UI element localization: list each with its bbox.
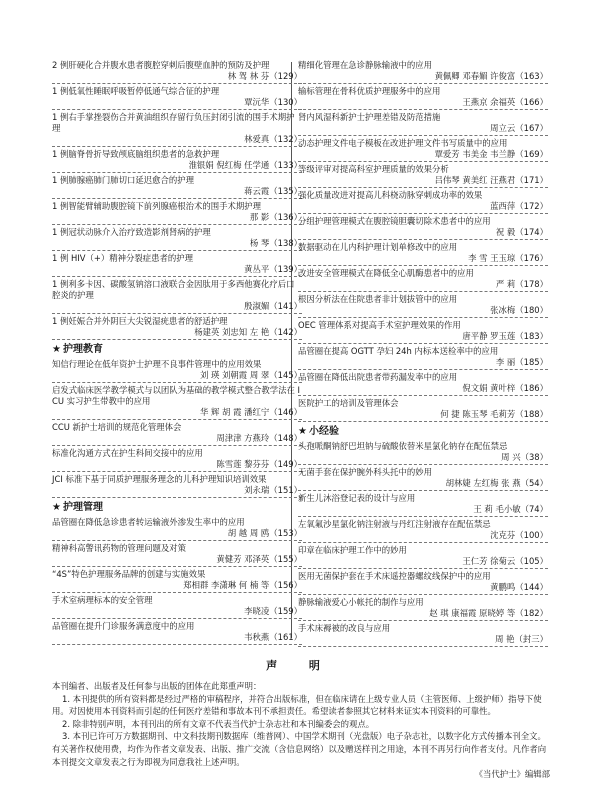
article-authors-page: 李晓凌（159）	[244, 606, 302, 616]
article-title: 精细化管理在急诊静脉输液中的应用	[298, 60, 432, 70]
toc-entry[interactable]	[298, 60, 548, 84]
toc-entry[interactable]	[52, 112, 302, 147]
article-authors-page: 蓝西萍（172）	[490, 201, 548, 211]
toc-entry[interactable]	[52, 474, 302, 498]
article-authors-page: 华 辉 胡 霞 潘红宁（146）	[199, 407, 302, 417]
toc-entry[interactable]	[52, 227, 302, 251]
article-title: 医用无菌保护套在手术床遥控器螺纹线保护中的应用	[298, 571, 491, 581]
toc-entry[interactable]	[298, 493, 548, 517]
article-authors-page: 覃爱芳 韦美金 韦兰静（169）	[434, 149, 548, 159]
article-authors-page: 淮银娟 倪红梅 任学通（133）	[188, 160, 302, 170]
toc-entry[interactable]	[298, 242, 548, 266]
article-authors-page: 周津津 方燕玲（148）	[216, 433, 302, 443]
article-authors-page: 刘 瑛 刘朝霞 周 翠（145）	[199, 370, 302, 380]
article-title: 精神科高警讯药物的管理问题及对策	[52, 543, 186, 553]
toc-entry[interactable]	[298, 216, 548, 240]
toc-entry[interactable]	[52, 621, 302, 645]
toc-entry[interactable]	[298, 294, 548, 318]
section-title: 护理教育	[62, 344, 103, 355]
declaration-intro: 本刊编者、出版者及任何参与出版的团体在此郑重声明：	[52, 681, 262, 691]
declaration-signature: 《当代护士》编辑部	[474, 769, 550, 780]
toc-entry[interactable]	[52, 60, 302, 84]
section-heading	[52, 501, 302, 515]
star-icon: ★	[52, 344, 61, 355]
article-title: 等级评审对提高科室护理质量的效果分析	[298, 164, 449, 174]
declaration-body	[52, 680, 550, 781]
article-title: 品管圈在降低急诊患者转运输液外渗发生率中的应用	[52, 517, 245, 527]
article-authors-page: 陈雪莲 黎芬芬（149）	[216, 459, 302, 469]
toc-entry[interactable]	[52, 385, 302, 420]
article-authors-page: 林 驾 林 芬（129）	[227, 71, 302, 81]
article-title: 无菌手套在保护腕外科头托中的妙用	[298, 467, 432, 477]
article-title: 1 例脑脊骨折导致颅底脑组织患者的急救护理	[52, 149, 220, 159]
article-title: 1 例利多卡因、碳酸氢钠溶口液联合金因肽用于多西他赛化疗后口腔炎的护理	[52, 279, 295, 300]
article-title: 输标管理在骨科优质护理服务中的应用	[298, 86, 441, 96]
section-title: 小经验	[308, 426, 339, 437]
article-authors-page: 周 艳（封三）	[495, 634, 548, 644]
toc-entry[interactable]	[298, 571, 548, 595]
article-title: CCU 新护士培训的规范化管理体会	[52, 422, 182, 432]
article-title: 品管圈在提升门诊服务满意度中的应用	[52, 621, 195, 631]
article-title: 手术室病理标本的安全管理	[52, 595, 153, 605]
article-authors-page: 黄鹏鸣（144）	[490, 582, 548, 592]
article-title: 1 例低氧性睡眠呼吸暂停低通气综合征的护理	[52, 86, 220, 96]
toc-entry[interactable]	[298, 519, 548, 543]
article-authors-page: 胡林婕 左红梅 张 燕（54）	[445, 478, 548, 488]
article-authors-page: 黄健芳 邓泽英（155）	[216, 554, 302, 564]
article-title: 手术床褥被的改良与应用	[298, 623, 391, 633]
toc-entry[interactable]	[52, 201, 302, 225]
toc-entry[interactable]	[298, 597, 548, 621]
article-authors-page: 胡 越 周 鸥（153）	[227, 528, 302, 538]
article-authors-page: 黄佩卿 邓春媚 许俊富（163）	[434, 71, 548, 81]
declaration-item-3: 3. 本刊已许可万方数据期刊、中文科技期刊数据库（维普网）、中国学术期刊（光盘版）电子杂志社，以数字化方式传播本刊全文。有关著作权使用费，均作为作者文章发表、出版、推广交流（含信息网络）以及赠送样刊之用途，本刊不再另行向作者支付。凡作者向本刊提交文章发表之行为即视为同意我社上述声明。	[52, 731, 547, 767]
article-title: 1 例妊娠合并外阴巨大尖锐湿疣患者的舒适护理	[52, 316, 228, 326]
article-title: 改进安全管理模式在降低全心肌酶患者中的应用	[298, 268, 474, 278]
toc-entry[interactable]	[52, 569, 302, 593]
article-authors-page: 蒋云霞（135）	[244, 186, 302, 196]
article-authors-page: 倪文娟 黄叶梓（186）	[462, 383, 548, 393]
toc-entry[interactable]	[52, 149, 302, 173]
article-title: 动态护理文件电子模板在改进护理文件书写质量中的应用	[298, 138, 508, 148]
article-authors-page: 赵 琪 康福霞 原晓婷 等（182）	[429, 608, 548, 618]
article-authors-page: 韦秋燕（161）	[244, 632, 302, 642]
article-title: 品管圈在提高 OGTT 孕妇 24h 内标本送检率中的应用	[298, 346, 499, 356]
star-icon: ★	[52, 502, 61, 513]
declaration-item-2: 2. 除非特别声明，本刊刊出的所有文章不代表当代护士杂志社和本刊编委会的观点。	[62, 718, 375, 729]
toc-entry[interactable]	[52, 316, 302, 340]
article-title: 2 例肝硬化合并腹水患者腹腔穿刺后腹壁血肿的预防及护理	[52, 60, 270, 70]
article-authors-page: 那 影（136）	[249, 212, 302, 222]
toc-entry[interactable]	[298, 164, 548, 188]
toc-right-column	[298, 60, 548, 649]
article-authors-page: 张冰梅（180）	[490, 305, 548, 315]
star-icon: ★	[298, 426, 307, 437]
article-title: 分组护理管理模式在腹腔镜胆囊切除术患者中的应用	[298, 216, 491, 226]
article-authors-page: 覃沅华（130）	[244, 97, 302, 107]
toc-entry[interactable]	[298, 112, 548, 136]
toc-entry[interactable]	[298, 398, 548, 422]
article-title: “4S”特色护理服务品牌的创建与实施效果	[52, 569, 206, 579]
article-title: 启发式临床医学教学模式与以团队为基础的教学模式整合教学法在 ICU 实习护生带教中的应用	[52, 385, 301, 406]
article-title: 知信行理论在低年资护士护理不良事件管理中的应用效果	[52, 359, 262, 369]
toc-entry[interactable]	[298, 190, 548, 214]
article-title: 左氧氟沙星氯化钠注射液与丹红注射液存在配伍禁忌	[298, 519, 491, 529]
article-authors-page: 严 莉（178）	[495, 279, 548, 289]
article-authors-page: 杨 琴（138）	[249, 238, 302, 248]
toc-entry[interactable]	[52, 253, 302, 277]
section-title: 护理管理	[62, 502, 103, 513]
article-authors-page: 杨建英 刘忠知 左 艳（142）	[194, 327, 302, 337]
toc-entry[interactable]	[298, 320, 548, 344]
article-title: 肾内风湿科新护士护理差错及防范措施	[298, 112, 441, 122]
toc-entry[interactable]	[52, 175, 302, 199]
toc-entry[interactable]	[52, 359, 302, 383]
article-authors-page: 祝 毅（174）	[495, 227, 548, 237]
article-title: 1 例冠状动脉介入治疗致造影剂肾病的护理	[52, 227, 211, 237]
article-authors-page: 黄丛平（139）	[244, 264, 302, 274]
article-authors-page: 吕伟琴 黄美红 汪燕君（171）	[434, 175, 548, 185]
toc-entry[interactable]	[298, 441, 548, 465]
toc-entry[interactable]	[52, 279, 302, 314]
article-title: 静脉输液爱心小帐托的制作与应用	[298, 597, 424, 607]
article-title: 1 例智能臂辅助腹腔镜下前列腺癌根治术的围手术期护理	[52, 201, 261, 211]
article-authors-page: 李 雪 王玉琼（176）	[468, 253, 548, 263]
toc-entry[interactable]	[52, 543, 302, 567]
article-title: 印章在临床护理工作中的妙用	[298, 545, 407, 555]
toc-entry[interactable]	[298, 346, 548, 370]
section-heading	[298, 425, 548, 439]
article-authors-page: 郑相群 李潇琳 何 楠 等（156）	[183, 580, 302, 590]
article-authors-page: 林爱真（132）	[244, 134, 302, 144]
article-title: 根因分析法在住院患者非计划拔管中的应用	[298, 294, 458, 304]
article-title: 品管圈在降低出院患者带药漏发率中的应用	[298, 372, 458, 382]
article-title: 标准化沟通方式在护生科间交接中的应用	[52, 448, 203, 458]
toc-entry[interactable]	[52, 86, 302, 110]
article-title: 1 例右手掌挫裂伤合并黄油组织存留行负压封闭引流的围手术期护理	[52, 112, 295, 133]
article-authors-page: 沈克芬（100）	[490, 530, 548, 540]
toc-entry[interactable]	[298, 545, 548, 569]
toc-entry[interactable]	[298, 623, 548, 647]
toc-entry[interactable]	[298, 268, 548, 292]
article-authors-page: 唐平静 罗玉莲（183）	[462, 331, 548, 341]
article-authors-page: 王仁芳 徐菊云（105）	[462, 556, 548, 566]
section-heading	[52, 343, 302, 357]
toc-entry[interactable]	[52, 517, 302, 541]
article-title: JCI 标准下基于同质护理服务理念的儿科护理知识培训效果	[52, 474, 267, 484]
article-authors-page: 殷淑媚（141）	[244, 301, 302, 311]
article-authors-page: 王燕京 余福英（166）	[462, 97, 548, 107]
toc-entry[interactable]	[52, 595, 302, 619]
article-authors-page: 王 莉 毛小敏（74）	[473, 504, 548, 514]
article-title: 数据驱动在儿内科护理计划单修改中的应用	[298, 242, 458, 252]
toc-entry[interactable]	[298, 467, 548, 491]
article-title: 1 例肺腺癌肺门肺切口延迟愈合的护理	[52, 175, 194, 185]
declaration-title: 声 明	[266, 659, 334, 672]
toc-left-column	[52, 60, 302, 647]
toc-entry[interactable]	[52, 422, 302, 446]
article-title: 医院护工的培训及管理体会	[298, 398, 399, 408]
article-title: 新生儿沐浴登记表的设计与应用	[298, 493, 416, 503]
article-title: 强化质量改进对提高儿科桡动脉穿刺成功率的效果	[298, 190, 483, 200]
toc-entry[interactable]	[298, 86, 548, 110]
article-authors-page: 刘永瑞（151）	[244, 485, 302, 495]
article-authors-page: 李 丽（185）	[495, 357, 548, 367]
article-authors-page: 周 兴（38）	[501, 452, 548, 462]
toc-entry[interactable]	[298, 372, 548, 396]
toc-entry[interactable]	[52, 448, 302, 472]
article-title: 1 例 HIV（+）精神分裂症患者的护理	[52, 253, 194, 263]
toc-entry[interactable]	[298, 138, 548, 162]
article-authors-page: 何 捷 陈玉琴 毛莉芳（188）	[440, 409, 548, 419]
article-title: OEC 管理体系对提高手术室护理效果的作用	[298, 320, 461, 330]
article-title: 头孢哌酮钠舒巴坦钠与硫酸依替米星氯化钠存在配伍禁忌	[298, 441, 508, 451]
article-authors-page: 周立云（167）	[490, 123, 548, 133]
declaration-item-1: 1. 本刊提供的所有资料都是经过严格的审稿程序，并符合出版标准，但在临床请在上级专业人员（主管医师、上级护师）指导下使用。对因使用本刊资料而引起的任何医疗差错和事故本刊不承担责任。希望读者参照其它材料来证实本刊资料的可靠性。	[52, 693, 542, 717]
